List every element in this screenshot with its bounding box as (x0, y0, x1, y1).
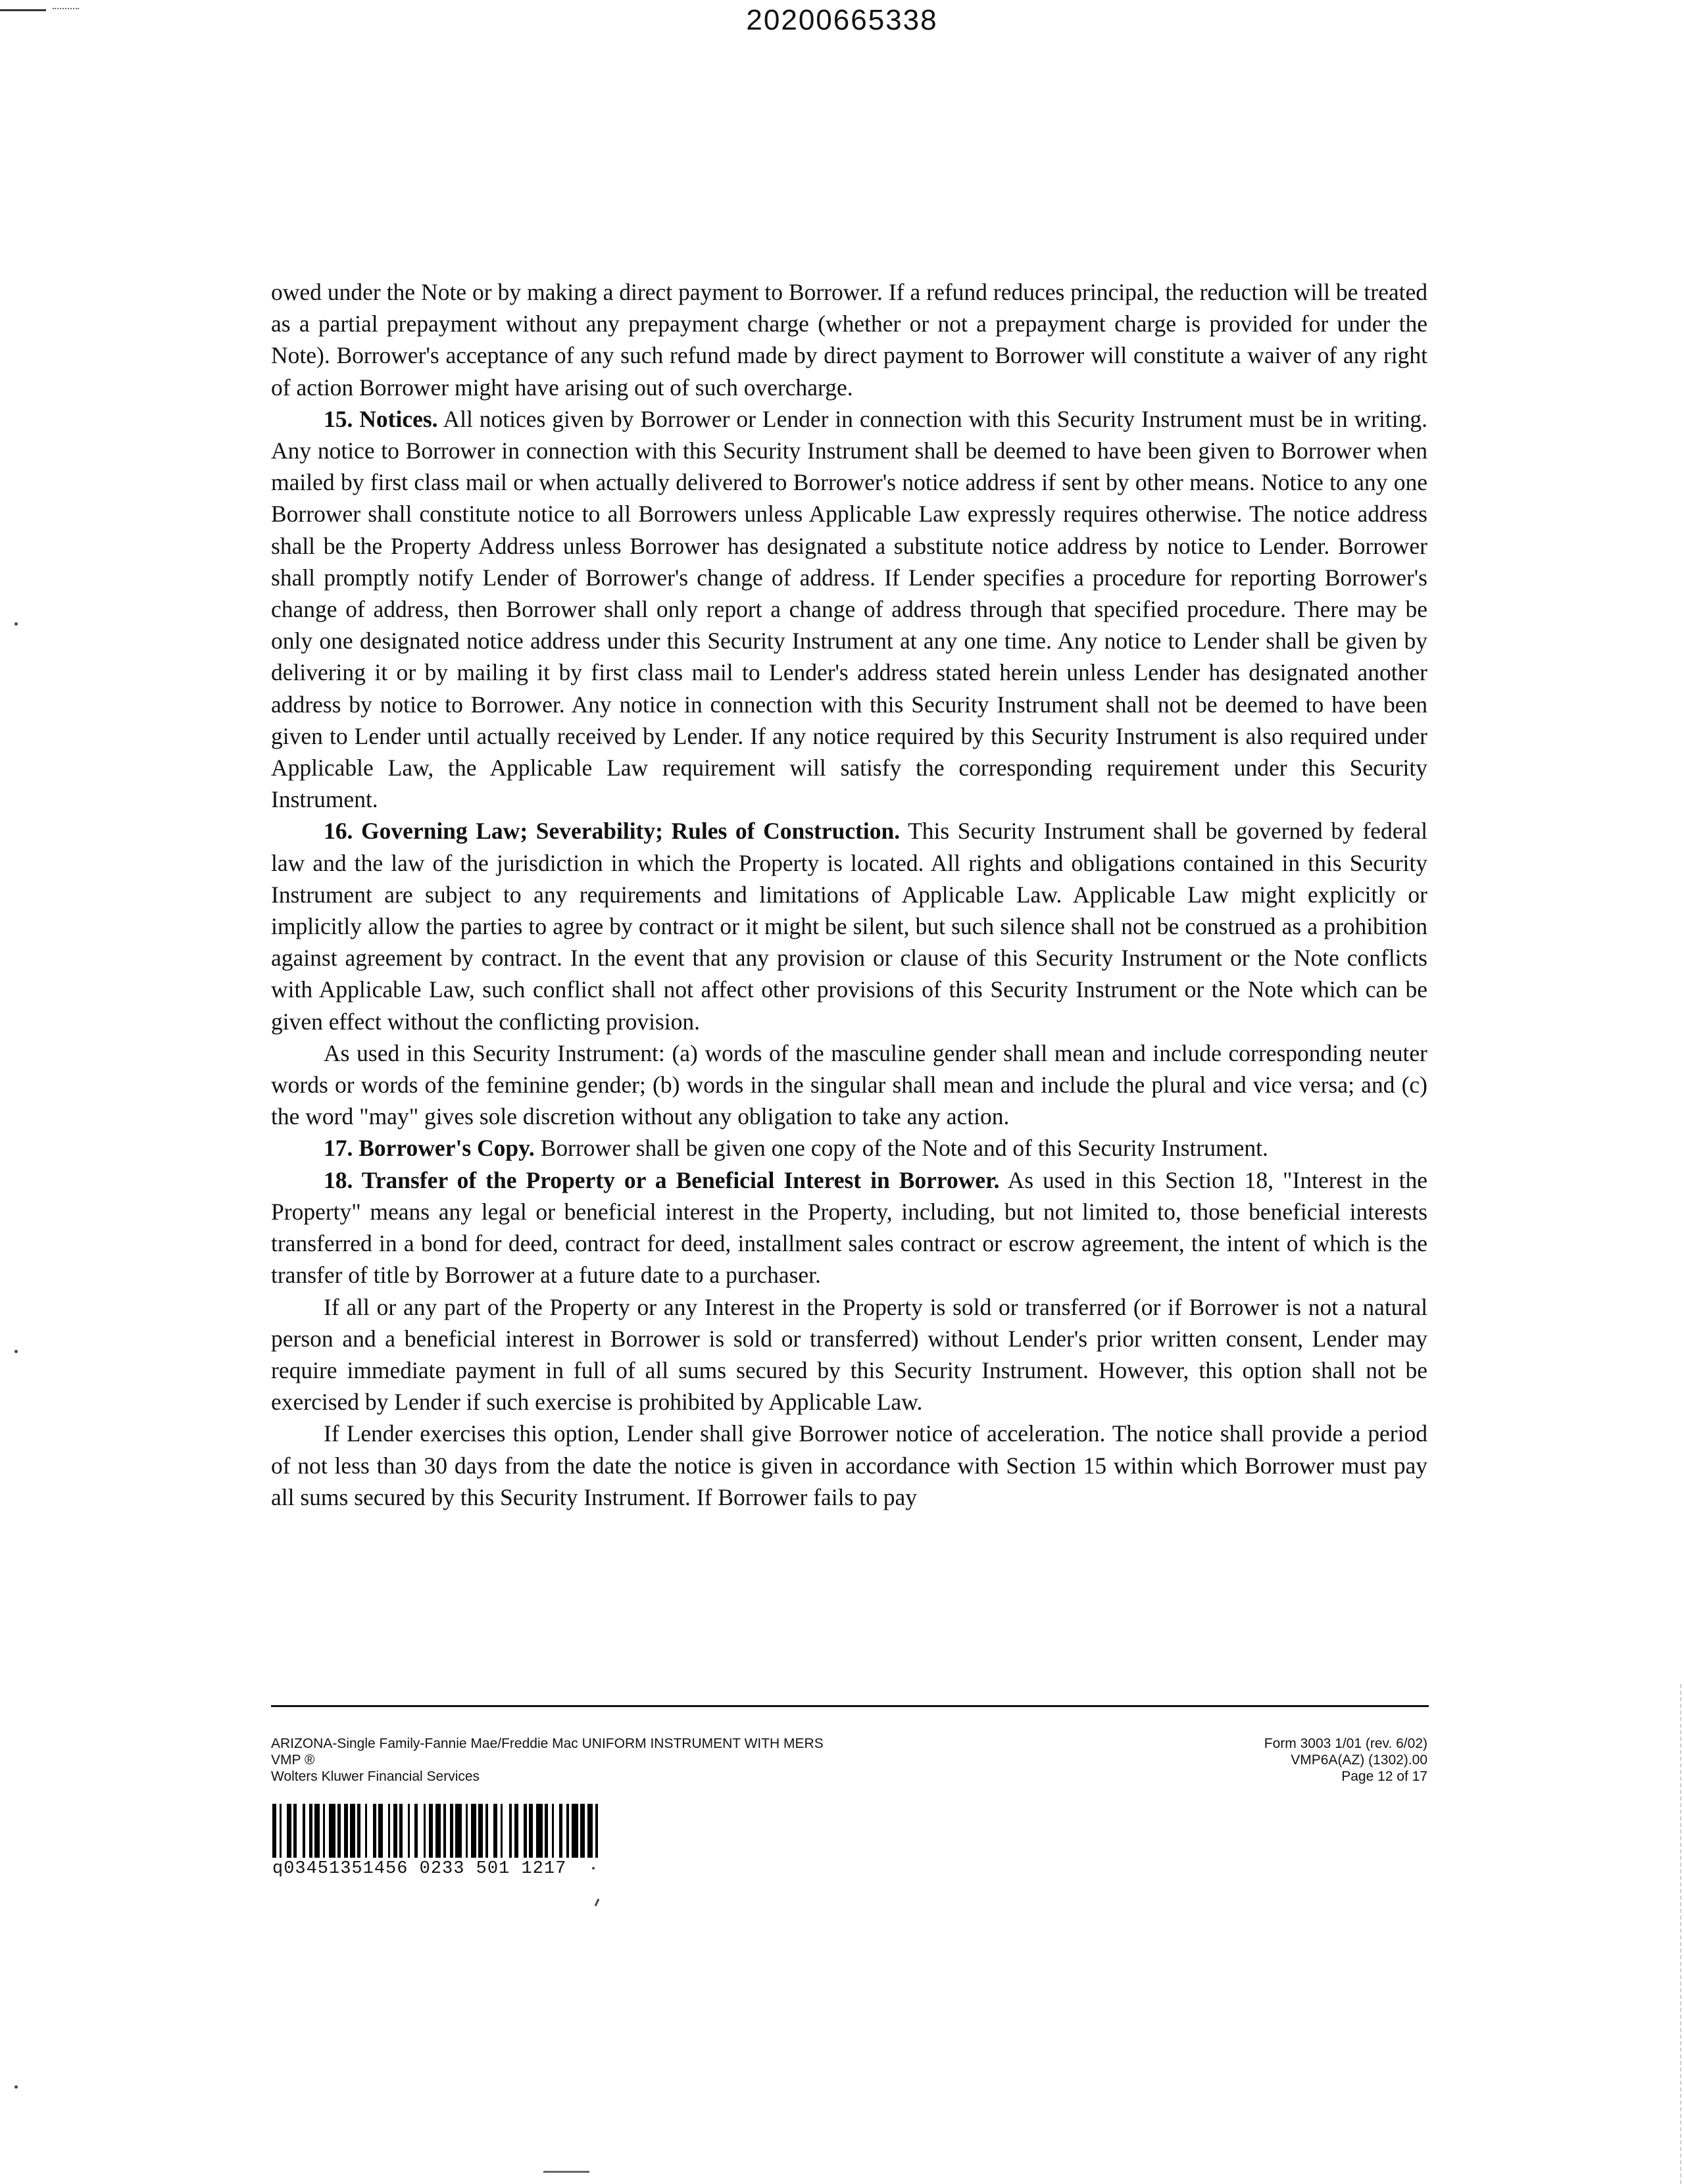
scan-speck (14, 622, 18, 626)
section-17-heading: 17. Borrower's Copy. (324, 1135, 535, 1162)
section-18-consent-paragraph: If all or any part of the Property or any Interest in the Property is sold or transferred (or if Borrower is not a natural person and a beneficial interest in Borrower is sold or transferred) without Lender's prior written consent, Lender may require immediate payment in full of all sums secured by this Security Instrument. However, this option shall not be exercised by Lender if such exercise is prohibited by Applicable Law. (271, 1293, 1427, 1416)
footer-form-number (1033, 1735, 1427, 1785)
section-18-text: As used in this Section 18, "Interest in the Property" means any legal or beneficial interest in the Property, including, but not limited to, those beneficial interests transferred in a bond for deed, contract for deed, installment sales contract or escrow agreement, the intent of which is the transfer of title by Borrower at a future date to a purchaser. (271, 1166, 1427, 1289)
footer-vmp-code: VMP6A(AZ) (1302).00 (1291, 1752, 1427, 1768)
barcode-bar (455, 1804, 462, 1858)
barcode-bar (488, 1804, 493, 1858)
section-16-construction-paragraph: As used in this Security Instrument: (a) words of the masculine gender shall mean and include corresponding neuter words or words of the feminine gender; (b) words in the singular shall mean and include the plural and vice versa; and (c) the word "may" gives sole discretion without any obligation to take any action. (271, 1039, 1427, 1130)
section-15-text: All notices given by Borrower or Lender in connection with this Security Instrument must be in writing. Any notice to Borrower in connection with this Security Instrument shall be deemed to have been given to Borrower when mailed by first class mail or when actually delivered to Borrower's notice address if sent by other means. Notice to any one Borrower shall constitute notice to all Borrowers unless Applicable Law expressly requires otherwise. The notice address shall be the Property Address unless Borrower has designated a substitute notice address by notice to Lender. Borrower shall promptly notify Lender of Borrower's change of address. If Lender specifies a procedure for reporting Borrower's change of address, then Borrower shall only report a change of address through that specified procedure. There may be only one designated notice address under this Security Instrument at any one time. Any notice to Lender shall be given by delivering it or by mailing it by first class mail to Lender's address stated herein unless Lender has designated another address by notice to Borrower. Any notice in connection with this Security Instrument shall not be deemed to have been given to Lender until actually received by Lender. If any notice required by this Security Instrument is also required under Applicable Law, the Applicable Law requirement will satisfy the corresponding requirement under this Security Instrument. (271, 405, 1427, 813)
document-number: 20200665338 (746, 4, 938, 36)
barcode-bar (383, 1804, 388, 1858)
barcode-number: q03451351456 0233 501 1217 (272, 1859, 567, 1879)
footer-form-title: ARIZONA-Single Family-Fannie Mae/Freddie Mac UNIFORM INSTRUMENT WITH MERS (271, 1736, 824, 1751)
barcode-bar (435, 1804, 441, 1858)
footer-publisher: Wolters Kluwer Financial Services (271, 1769, 480, 1784)
barcode-bar (518, 1804, 524, 1858)
section-16-heading: 16. Governing Law; Severability; Rules of Construction. (324, 818, 901, 845)
barcode-bar (367, 1804, 374, 1858)
barcode-bar (403, 1804, 408, 1858)
barcode-bar (329, 1804, 335, 1858)
section-17-text: Borrower shall be given one copy of the Note and of this Security Instrument. (534, 1135, 1268, 1162)
section-16-text: This Security Instrument shall be governed by federal law and the law of the jurisdiction in which the Property is located. All rights and obligations contained in this Security Instrument are subject to any requirements and limitations of Applicable Law. Applicable Law might explicitly or implicitly allow the parties to agree by contract or it might be silent, but such silence shall not be construed as a prohibition against agreement by contract. In the event that any provision or clause of this Security Instrument or the Note conflicts with Applicable Law, such conflict shall not affect other provisions of this Security Instrument or the Note which can be given effect without the conflicting provision. (271, 818, 1427, 1035)
paragraph-overcharge: owed under the Note or by making a direct payment to Borrower. If a refund reduces principal, the reduction will be treated as a partial prepayment without any prepayment charge (whether or not a prepayment charge is provided for under the Note). Borrower's acceptance of any such refund made by direct payment to Borrower will constitute a waiver of any right of action Borrower might have arising out of such overcharge. (271, 279, 1427, 401)
barcode-image (272, 1804, 720, 1858)
section-15-notices (271, 403, 1427, 816)
barcode-bar (282, 1804, 287, 1858)
section-15-heading: 15. Notices. (324, 405, 438, 432)
barcode-bar (503, 1804, 509, 1858)
footer-page-number: Page 12 of 17 (1341, 1769, 1427, 1784)
barcode-bar (314, 1804, 320, 1858)
scan-edge-mark (1679, 1684, 1681, 2184)
scan-bottom-mark (543, 2171, 589, 2173)
section-18-acceleration-paragraph: If Lender exercises this option, Lender shall give Borrower notice of acceleration. The notice shall provide a period of not less than 30 days from the date the notice is given in accordance with Section 15 within which Borrower must pay all sums secured by this Security Instrument. If Borrower fails to pay (271, 1420, 1427, 1510)
barcode-bar (350, 1804, 355, 1858)
barcode-bar (418, 1804, 424, 1858)
barcode-bar (297, 1804, 303, 1858)
barcode-bar (536, 1804, 543, 1858)
barcode-bar (554, 1804, 559, 1858)
footer-form-info (271, 1735, 1060, 1785)
barcode-bar (587, 1804, 593, 1858)
barcode-bar (572, 1804, 578, 1858)
footer-divider (271, 1705, 1429, 1707)
footer-form-code: Form 3003 1/01 (rev. 6/02) (1264, 1736, 1427, 1751)
section-16-governing-law (271, 815, 1427, 1037)
document-body (271, 276, 1427, 1513)
section-18-heading: 18. Transfer of the Property or a Beneficial Interest in Borrower. (324, 1166, 1000, 1193)
section-17-borrowers-copy (271, 1132, 1427, 1164)
scan-speck (592, 1867, 595, 1870)
scan-speck (14, 2085, 18, 2089)
section-18-transfer (271, 1164, 1427, 1291)
footer-vmp-mark: VMP ® (271, 1752, 315, 1768)
barcode-bar (471, 1804, 476, 1858)
barcode-bar (598, 1804, 602, 1858)
scan-speck (595, 1899, 600, 1906)
scan-speck (14, 1350, 18, 1353)
